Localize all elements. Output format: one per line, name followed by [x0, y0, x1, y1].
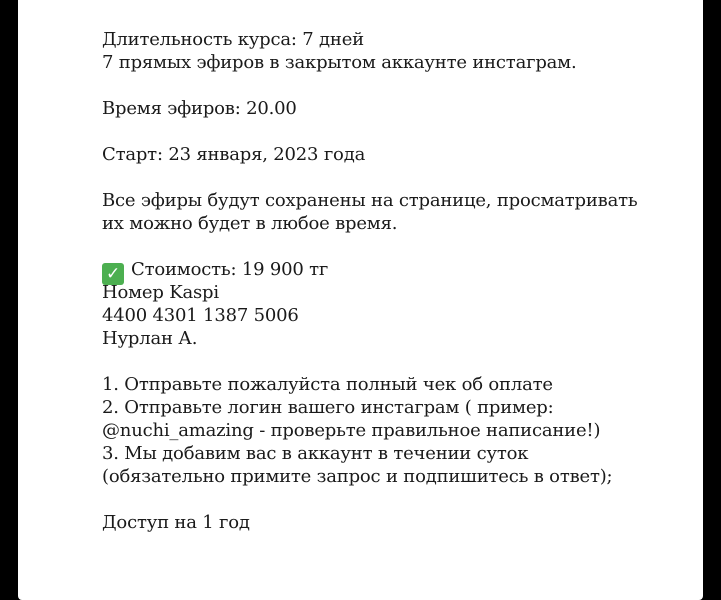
document-body	[102, 28, 692, 534]
price-row	[102, 258, 692, 284]
step-2: 2. Отправьте логин вашего инстаграм ( пример:	[102, 397, 554, 418]
saved-note-line-2: их можно будет в любое время.	[102, 213, 398, 234]
spacer	[102, 488, 692, 511]
spacer	[102, 166, 692, 189]
access-duration: Доступ на 1 год	[102, 512, 250, 533]
document-page	[18, 0, 703, 600]
step-3: 3. Мы добавим вас в аккаунт в течении суток	[102, 443, 529, 464]
price-text: Стоимость: 19 900 тг	[131, 259, 329, 280]
saved-note-line-1: Все эфиры будут сохранены на странице, просматривать	[102, 190, 638, 211]
payment-name: Нурлан А.	[102, 328, 198, 349]
course-duration: Длительность курса: 7 дней	[102, 29, 364, 50]
step-3-note: (обязательно примите запрос и подпишитесь в ответ);	[102, 466, 613, 487]
payment-label: Номер Kaspi	[102, 282, 219, 303]
step-2-example: @nuchi_amazing - проверьте правильное написание!)	[102, 420, 601, 441]
spacer	[102, 120, 692, 143]
live-streams-info: 7 прямых эфиров в закрытом аккаунте инстаграм.	[102, 52, 577, 73]
stream-time: Время эфиров: 20.00	[102, 98, 297, 119]
spacer	[102, 235, 692, 258]
check-mark-icon: ✓	[102, 263, 124, 285]
payment-number: 4400 4301 1387 5006	[102, 305, 299, 326]
start-date: Старт: 23 января, 2023 года	[102, 144, 366, 165]
spacer	[102, 350, 692, 373]
spacer	[102, 74, 692, 97]
step-1: 1. Отправьте пожалуйста полный чек об оплате	[102, 374, 553, 395]
